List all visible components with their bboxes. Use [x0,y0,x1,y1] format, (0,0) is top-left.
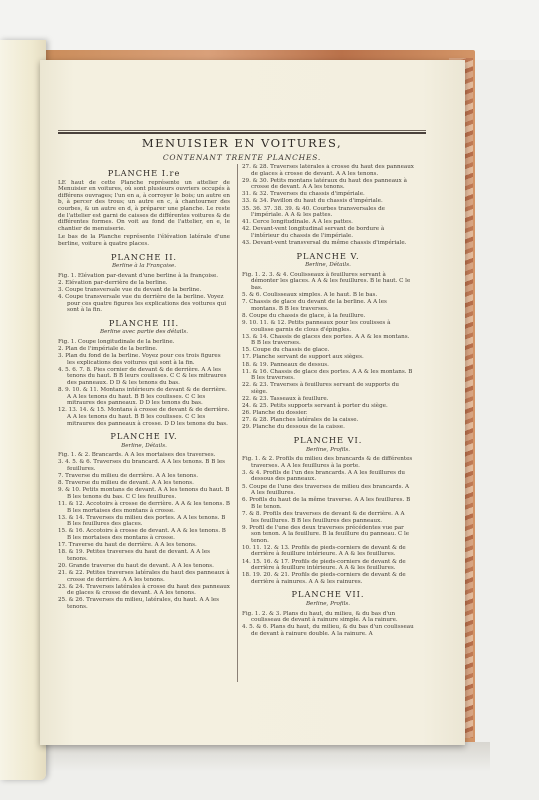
list-item: 2. Plan de l'impériale de la berline. [58,346,158,353]
list-item: Fig. 1. & 2. Profils du milieu des brancards & de différentes traverses. A A les feuillures à la porte. [242,456,413,469]
list-item: 10. 11. 12. & 13. Profils de pieds-corniers de devant & de derrière à feuillure intérieure. A A & les feuillures. [242,544,406,558]
list-item: 2. Elévation par-derrière de la berline. [58,279,168,286]
list-item: 27. & 28. Traverses latérales à crosse du haut des panneaux de glaces à crosse de devant. A A les tenons. [242,164,414,177]
list-item: 18. & 19. Panneaux de dessus. [242,361,329,368]
list-item: 43. Devant-vent transversal du même chassis d'impériale. [242,240,407,247]
list-item: 41. Cerce longitudinale. A A les pattes. [242,219,353,226]
list-item: 15. Coupe du chassis de glace. [242,347,330,354]
planche-1-paragraph-1: LE haut de cette Planche représente un attelier de Menuisier en voitures, où sont plusieurs ouvriers occupés à différens ouvrages; l'un en a, à corroyer le bois; un autre en b, à percer des trous; un autre en c, à chantourner des courbes, & un autre en d, à préparer une planche. Le reste de l'attelier est garni de caisses de différentes voitures & de différentes formes. On voit au fond de l'attelier, en e, le chantier de menuiserie. [58,179,230,232]
list-item: 4. 5. & 6. Plans du haut, du milieu, & du bas d'un coulisseau de devant à rainure double. A la rainure. A [242,624,414,637]
list-item: 11. & 12. Accotoirs à crosse de derrière. A A & les tenons. B B les mortaises des montans à crosse. [58,501,230,514]
list-item: 42. Devant-vent longitudinal servant de bordure à l'intérieur du chassis de l'impériale. [242,226,385,239]
list-item: 24. & 25. Petits supports servant à porter du siège. [242,403,388,410]
page-subtitle: CONTENANT TRENTE PLANCHES. [162,153,322,162]
list-item: Fig. 1. & 2. Brancards. A A les mortaises des traverses. [58,452,216,459]
list-item: 12. 13. 14. & 15. Montans à crosse de devant & de derrière. A A les tenons du haut. B B les coulisses. C C les mitraures des panneaux à crosse. D D les tenons du bas. [58,407,230,427]
planche-1-heading: PLANCHE I.re [107,168,181,178]
list-item: Fig. 1. 2. & 3. Plans du haut, du milieu, & du bas d'un coulisseau de devant à rainure simple. A la rainure. [242,610,398,624]
planche-5-subtitle: Berline, Détails. [305,262,351,269]
list-item: 14. 15. 16. & 17. Profils de pieds-corniers de devant & de derrière à feuillure intérieure. A A & les feuillures. [242,558,406,572]
page-content [58,122,418,702]
list-item: 15. & 16. Accotoirs à crosse de devant. A A & les tenons. B B les mortaises des montans à crosse. [58,528,226,541]
list-item: 29. & 30. Petits montans latéraux du haut des panneaux à crosse de devant. A A les tenons. [242,177,407,191]
top-rule-thick [58,132,426,134]
list-item: Fig. 1. Coupe longitudinale de la berline. [58,338,175,345]
list-item: 5. Coupe de l'une des traverses de milieu des brancards. A A les feuillures. [242,483,410,497]
planche-2-heading: PLANCHE II. [110,251,178,262]
planche-7-subtitle: Berline, Profils. [305,601,351,608]
list-item: 13. & 14. Traverses du milieu des portes. A A les tenons. B B les feuillures des glaces. [58,514,226,528]
planche-1-paragraph-2: Le bas de la Planche représente l'élévation latérale d'une berline, voiture à quatre places. [58,234,230,247]
planche-7-heading: PLANCHE VII. [291,589,365,600]
list-item: 7. Traverse du milieu de derrière. A A les tenons. [58,473,198,480]
list-item: 7. Chassis de glace du devant de la berline. A A les montans. B B les traverses. [242,299,387,312]
list-item: 25. & 26. Traverses du milieu, latérales, du haut. A A les tenons. [58,597,220,610]
list-item: 33. & 34. Pavillon du haut du chassis d'impériale. [242,198,383,205]
list-item: 13. & 14. Chassis de glaces des portes. A A & les montans. B B les traverses. [242,333,410,347]
top-rule-thin [58,130,426,131]
planche-5-heading: PLANCHE V. [296,250,360,261]
list-item: 3. 4. 5. & 6. Traverses du brancard. A A les tenons. B B les feuillures. [58,459,226,473]
list-item: 35. 36. 37. 38. 39. & 40. Courbes transversales de l'impériale. A A & les pattes. [242,205,385,219]
list-item: 4. 5. 6. 7. 8. Pies cornier de devant & de derrière. A A les tenons du haut. B B leurs coulisses. C C & les mitraures des panneaux. D D & les tenons du bas. [58,366,227,387]
list-item: 8. 9. 10. & 11. Montans intérieurs de devant & de derrière. A A les tenons du haut. B B les coulisses. C C les mitraures des panneaux. D D les tenons du bas. [58,387,227,407]
page-title: MENUISIER EN VOITURES, [141,136,343,150]
planche-6-subtitle: Berline, Profils. [305,446,351,453]
planche-6-heading: PLANCHE VI. [293,434,363,445]
table-shadow [20,742,490,772]
list-item: 23. & 24. Traverses latérales à crosse du haut des panneaux de glaces & crosse de devant. A A les tenons. [58,583,230,597]
list-item: 22. & 23. Tasseaux à feuillure. [242,396,329,402]
list-item: 3. & 4. Profils de l'un des brancards. A A les feuillures du dessous des panneaux. [242,469,405,483]
left-column [58,164,230,684]
planche-2-subtitle: Berline à la Françoise. [111,263,177,270]
list-item: 27. & 28. Planches latérales de la caisse. [242,417,359,424]
list-item: 21. & 22. Petites traverses latérales du haut des panneaux à crosse de derrière. A A les tenons. [58,569,230,583]
list-item: 9. 10. 11. & 12. Petits panneaux pour les coulisses à coulisse garnis de clous d'épingles. [242,319,391,333]
list-item: 31. & 32. Traverses du chassis d'impériale. [242,191,365,198]
list-item: 3. Plan du fond de la berline. Voyez pour ces trois figures les explications des voitures qui sont à la fin. [58,353,221,366]
list-item: 9. Profil de l'une des deux traverses précédentes vue par son tenon. A la feuillure. B la feuillure du panneau. C le tenon. [242,524,410,544]
list-item: 18. & 19. Petites traverses du haut de devant. A A les tenons. [58,549,210,562]
list-item: 26. Planche du dossier. [242,410,308,417]
list-item: 6. Profils du haut de la même traverse. A A les feuillures. B B le tenon. [242,497,411,510]
list-item: 5. & 6. Coulisseaux simples. A le haut. B le bas. [242,292,378,299]
list-item: 17. Planche servant de support aux sièges. [242,354,364,361]
right-column [242,164,414,684]
list-item: 8. Coupe du chassis de glace, à la feuillure. [242,312,366,319]
planche-3-subtitle: Berline avec partie des détails. [99,329,189,336]
column-divider [237,164,238,682]
list-item: 9. & 10. Petits montans de devant. A A les tenons du haut. B B les tenons du bas. C C les feuillures. [58,487,230,500]
list-item: 29. Planche du dessous de la caisse. [242,424,345,431]
list-item: Fig. 1. 2. 3. & 4. Coulisseaux à feuillures servant à démonter les glaces. A A & les feuillures. B le haut. C le bas. [242,271,411,291]
planche-4-heading: PLANCHE IV. [110,431,178,442]
list-item: 20. Grande traverse du haut de devant. A A les tenons. [58,562,214,569]
list-item: 3. Coupe transversale vue du devant de la berline. [58,286,202,293]
planche-4-subtitle: Berline, Détails. [121,442,167,449]
list-item: 8. Traverse du milieu de devant. A A les tenons. [58,480,194,487]
list-item: 7. & 8. Profils des traverses de devant & de derrière. A A les feuillures. B B les feuillures des panneaux. [242,510,405,524]
list-item: Fig. 1. Elévation par-devant d'une berline à la françoise. [58,272,219,279]
list-item: 17. Traverse du haut de derrière. A A les tenons. [58,542,197,549]
list-item: 11. & 16. Chassis de glace des portes. A A & les montans. B B les traverses. [242,368,413,382]
list-item: 4. Coupe transversale vue du derrière de la berline. Voyez pour ces quatre figures les explications des voitures qui sont à la fin. [58,294,226,314]
planche-3-heading: PLANCHE III. [108,317,180,328]
list-item: 22. & 23. Traverses à feuillures servant de supports du siège. [242,382,399,395]
list-item: 18. 19. 20. & 21. Profils de pieds-corniers de devant & de derrière à rainures. A A & les rainures. [242,572,406,585]
